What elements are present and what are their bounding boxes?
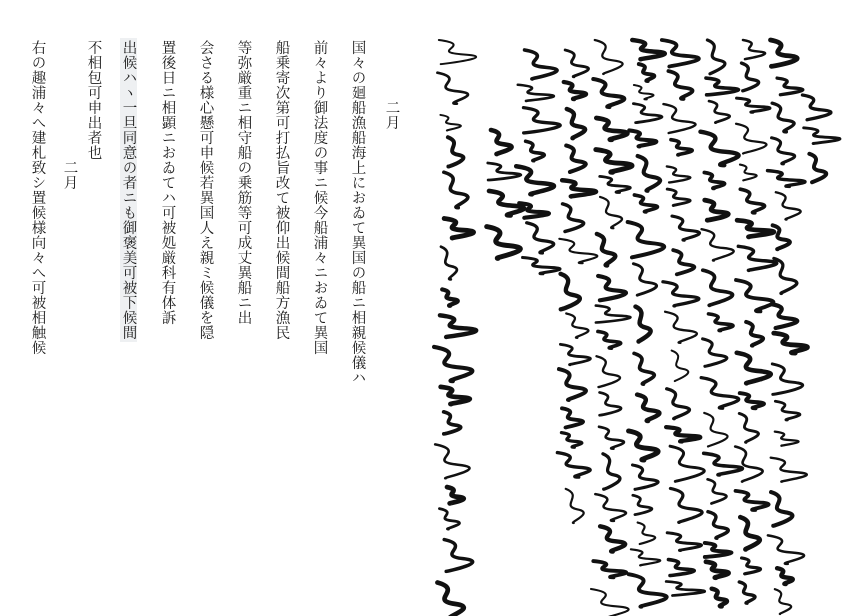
brush-stroke [560, 344, 590, 364]
brush-stroke [740, 189, 764, 213]
brush-stroke [746, 322, 763, 346]
transcription-date: 二月 [61, 160, 78, 190]
brush-stroke [703, 270, 733, 305]
brush-stroke [562, 408, 583, 427]
brush-stroke [706, 78, 739, 95]
brush-stroke [444, 540, 472, 572]
brush-stroke [705, 200, 729, 220]
brush-stroke [440, 115, 460, 131]
brush-stroke [634, 353, 654, 384]
brush-stroke [667, 533, 701, 551]
brush-stroke [802, 95, 831, 120]
brush-stroke [444, 172, 468, 208]
brush-stroke [709, 101, 730, 123]
brush-stroke [809, 154, 826, 182]
transcription-line: 置後日ニ相顕ニおゐてハ可被処厳科有体訴 [159, 40, 176, 325]
brush-stroke [736, 280, 773, 311]
brush-stroke [736, 491, 769, 510]
brush-stroke [447, 487, 464, 503]
brush-stroke [598, 331, 621, 348]
brush-stroke [441, 247, 457, 280]
brush-stroke [740, 393, 764, 408]
brush-stroke [771, 40, 798, 66]
manuscript-calligraphy [420, 0, 844, 616]
brush-stroke [434, 347, 472, 381]
brush-stroke [707, 40, 725, 74]
brush-stroke [636, 307, 651, 342]
brush-stroke [667, 166, 691, 182]
brush-stroke [739, 413, 758, 442]
brush-stroke [777, 568, 793, 584]
brush-stroke [668, 560, 694, 576]
brush-stroke [597, 356, 620, 387]
brush-stroke [598, 276, 626, 300]
brush-stroke [437, 73, 468, 104]
brush-stroke [600, 197, 622, 228]
brush-stroke [704, 173, 724, 189]
brush-stroke [566, 313, 588, 337]
brush-stroke [437, 583, 463, 616]
brush-stroke [567, 109, 585, 138]
brush-stroke [740, 517, 759, 549]
brush-stroke [771, 458, 807, 482]
brush-stroke [566, 146, 585, 172]
brush-stroke [739, 582, 755, 603]
brush-stroke [704, 413, 727, 447]
transcription-line: 等弥厳重ニ相守船の乗筋等可成丈異船ニ出 [235, 40, 252, 325]
brush-stroke [662, 40, 699, 67]
brush-stroke [671, 140, 692, 155]
brush-stroke [667, 389, 690, 419]
brush-stroke [599, 427, 624, 449]
brush-stroke [666, 581, 705, 595]
brush-stroke [600, 176, 631, 192]
brush-stroke [632, 465, 658, 489]
transcription-line: 不相包可申出者也 [85, 40, 102, 160]
brush-stroke [772, 103, 794, 132]
brush-stroke [633, 104, 662, 123]
transcription-heading: 二月 [383, 100, 400, 130]
transcription-panel [0, 0, 420, 616]
brush-stroke [633, 264, 656, 296]
brush-stroke [628, 222, 665, 257]
brush-stroke [487, 227, 521, 259]
transcription-line: 船乗寄次第可打払旨改て被仰出候間船方漁民 [273, 40, 290, 340]
brush-stroke [435, 444, 469, 478]
brush-stroke [633, 495, 652, 514]
brush-stroke [706, 562, 728, 578]
transcription-line: 右の趣浦々へ建札致シ置候様向々へ可被相触候 [29, 40, 46, 355]
brush-stroke [442, 289, 458, 305]
brush-stroke [777, 78, 803, 95]
brush-stroke [772, 364, 802, 394]
brush-stroke [804, 128, 840, 144]
brush-stroke [670, 488, 702, 522]
brush-stroke [596, 150, 632, 173]
brush-stroke [444, 218, 473, 238]
brush-stroke [737, 220, 774, 237]
brush-stroke [742, 558, 761, 574]
brush-stroke [561, 274, 580, 309]
brush-stroke [639, 64, 654, 81]
brush-stroke [557, 453, 590, 477]
brush-stroke [774, 333, 808, 353]
brush-stroke [737, 353, 771, 384]
brush-stroke [776, 192, 801, 219]
brush-stroke [596, 118, 627, 140]
brush-stroke [564, 82, 586, 99]
brush-stroke [595, 494, 626, 521]
brush-stroke [737, 98, 770, 112]
brush-stroke [595, 40, 623, 74]
brush-stroke [441, 387, 470, 404]
brush-stroke [772, 138, 795, 164]
brush-stroke [596, 306, 631, 323]
brush-stroke [565, 50, 588, 77]
brush-stroke [638, 523, 656, 544]
brush-stroke [743, 40, 765, 59]
brush-stroke [663, 104, 695, 133]
brush-stroke [638, 156, 660, 191]
brush-stroke [673, 250, 694, 274]
brush-stroke [742, 63, 759, 91]
brush-stroke [666, 427, 700, 441]
brush-stroke [632, 40, 664, 59]
brush-stroke [672, 351, 689, 382]
brush-stroke [634, 195, 657, 212]
brush-stroke [667, 189, 690, 205]
brush-stroke [772, 304, 798, 328]
brush-stroke [527, 223, 554, 253]
transcription-line: 前々より御法度の事ニ候今船浦々ニおゐて異国 [311, 40, 328, 355]
brush-stroke [559, 369, 586, 400]
brush-stroke [668, 71, 692, 99]
brush-stroke [523, 108, 560, 133]
transcription-line-highlighted: 出候ハヽ一旦同意の者ニも御褒美可被下候間 [120, 40, 137, 340]
brush-stroke [740, 165, 757, 181]
brush-stroke [525, 50, 557, 79]
brush-stroke [700, 132, 738, 166]
brush-stroke [523, 257, 560, 273]
brush-stroke [704, 453, 743, 475]
brush-stroke [444, 412, 461, 434]
brush-stroke [708, 479, 727, 503]
brush-stroke [775, 432, 799, 446]
brush-stroke [631, 549, 660, 565]
brush-stroke [566, 489, 584, 523]
brush-stroke [775, 401, 800, 420]
brush-stroke [491, 130, 512, 154]
brush-stroke [736, 124, 766, 154]
manuscript-image [420, 0, 844, 616]
brush-stroke [629, 574, 667, 606]
brush-stroke [603, 454, 620, 489]
brush-stroke [559, 239, 597, 263]
brush-stroke [597, 234, 615, 266]
brush-stroke [440, 315, 476, 337]
brush-stroke [439, 40, 476, 64]
brush-stroke [439, 509, 459, 530]
brush-stroke [768, 535, 804, 564]
brush-stroke [448, 137, 464, 166]
brush-stroke [702, 229, 734, 260]
brush-stroke [518, 85, 554, 101]
brush-stroke [600, 392, 622, 415]
brush-stroke [665, 312, 697, 343]
brush-stroke [670, 446, 704, 481]
brush-stroke [705, 543, 732, 557]
brush-stroke [526, 141, 545, 160]
brush-stroke [637, 395, 659, 421]
brush-stroke [563, 204, 584, 232]
brush-stroke [562, 180, 596, 196]
brush-stroke [708, 512, 728, 539]
brush-stroke [735, 447, 762, 482]
brush-stroke [738, 246, 776, 270]
brush-stroke [712, 589, 727, 607]
brush-stroke [516, 166, 554, 194]
brush-stroke [634, 85, 654, 99]
brush-stroke [771, 492, 792, 526]
brush-stroke [773, 225, 790, 249]
brush-stroke [708, 314, 733, 331]
brush-stroke [629, 431, 659, 460]
brush-stroke [663, 282, 699, 306]
brush-stroke [600, 526, 625, 551]
brush-stroke [593, 561, 626, 577]
brush-stroke [703, 339, 727, 366]
brush-stroke [593, 79, 624, 107]
brush-stroke [561, 433, 581, 448]
transcription-line: 国々の廻船漁船海上におゐて異国の船ニ相親候儀ハ [349, 40, 366, 385]
brush-stroke [629, 130, 656, 146]
brush-stroke [591, 589, 629, 616]
brush-stroke [672, 216, 700, 240]
transcription-line: 会さる様心懸可申候若異国人え親ミ候儀を隠 [197, 40, 214, 340]
brush-stroke [701, 378, 739, 409]
brush-stroke [775, 589, 791, 614]
brush-stroke [767, 171, 805, 187]
